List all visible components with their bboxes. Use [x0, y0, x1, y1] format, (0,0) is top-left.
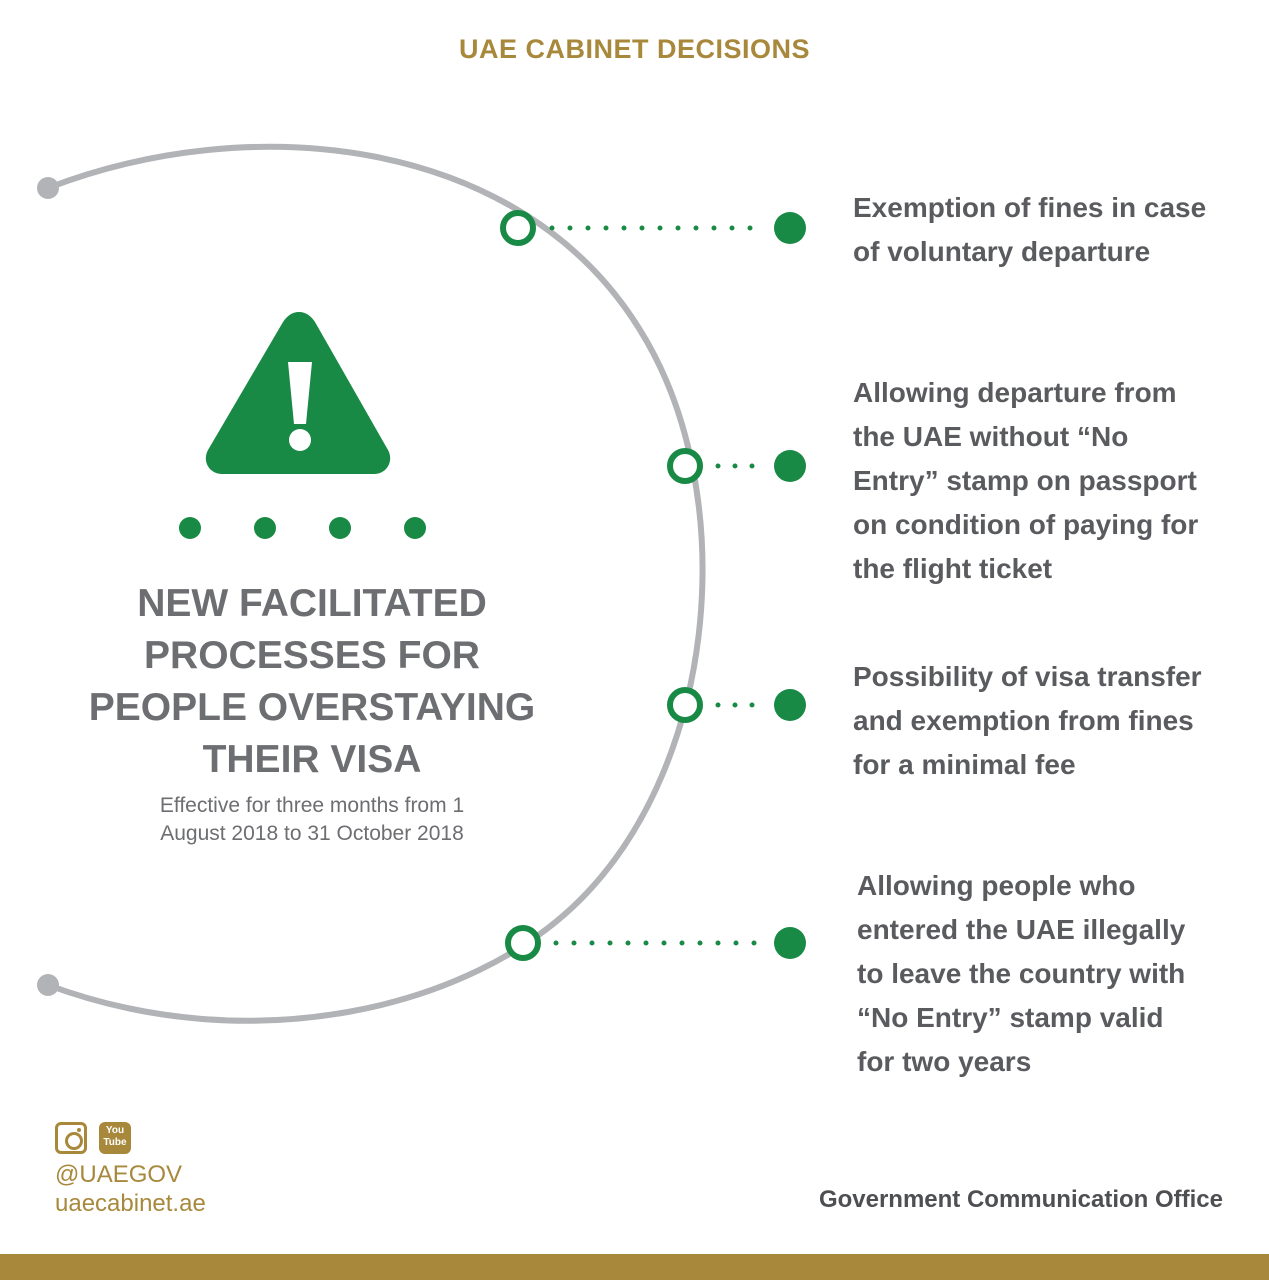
office-credit: Government Communication Office — [818, 1186, 1223, 1213]
page-title: UAE CABINET DECISIONS — [458, 34, 811, 64]
arc-end-bottom — [37, 974, 59, 996]
decor-dot — [254, 517, 276, 539]
item-line: to leave the country with — [857, 958, 1186, 989]
headline-line: PROCESSES FOR — [144, 634, 480, 677]
node-ring — [670, 690, 700, 720]
item-line: Entry” stamp on passport — [853, 465, 1197, 496]
item-line: of voluntary departure — [853, 236, 1151, 267]
social-block — [55, 1122, 206, 1218]
item-line: for two years — [857, 1046, 1032, 1077]
item-line: “No Entry” stamp valid — [857, 1002, 1164, 1033]
connector-4 — [508, 927, 806, 959]
decor-dot — [404, 517, 426, 539]
item-line: Exemption of fines in case — [853, 192, 1207, 223]
headline-line: PEOPLE OVERSTAYING — [88, 686, 536, 729]
headline-line: NEW FACILITATED — [137, 582, 487, 625]
node-ring — [503, 213, 533, 243]
node-ring — [670, 451, 700, 481]
website-link[interactable]: uaecabinet.ae — [55, 1190, 206, 1217]
item-line: and exemption from fines — [853, 705, 1194, 736]
item-line: Allowing departure from — [853, 377, 1177, 408]
item-line: the UAE without “No — [853, 421, 1129, 452]
headline — [62, 578, 562, 786]
decision-item-departure-without-stamp — [853, 371, 1243, 591]
social-handle[interactable]: @UAEGOV — [55, 1161, 183, 1188]
decision-item-visa-transfer — [853, 655, 1243, 787]
node-dot — [774, 212, 806, 244]
node-dot — [774, 450, 806, 482]
arc-end-top — [37, 177, 59, 199]
item-line: entered the UAE illegally — [857, 914, 1186, 945]
effective-dates — [92, 792, 532, 848]
decision-item-fine-exemption — [853, 186, 1243, 274]
item-line: for a minimal fee — [853, 749, 1076, 780]
youtube-text: Tube — [103, 1137, 127, 1148]
item-line: the flight ticket — [853, 553, 1053, 584]
node-ring — [508, 928, 538, 958]
decor-dot — [179, 517, 201, 539]
decision-item-illegal-entry — [857, 864, 1247, 1084]
warning-icon — [206, 312, 390, 474]
item-line: on condition of paying for — [853, 509, 1199, 540]
connector-2 — [670, 450, 806, 482]
subline-line: August 2018 to 31 October 2018 — [160, 822, 464, 845]
instagram-icon[interactable] — [55, 1122, 87, 1154]
node-dot — [774, 927, 806, 959]
footer-bar — [0, 1254, 1269, 1280]
node-dot — [774, 689, 806, 721]
connector-3 — [670, 689, 806, 721]
decor-dot — [329, 517, 351, 539]
subline-line: Effective for three months from 1 — [159, 794, 465, 817]
headline-line: THEIR VISA — [202, 738, 422, 781]
item-line: Allowing people who — [857, 870, 1136, 901]
item-line: Possibility of visa transfer — [853, 661, 1202, 692]
youtube-icon[interactable] — [99, 1122, 131, 1154]
youtube-text: You — [105, 1125, 125, 1136]
